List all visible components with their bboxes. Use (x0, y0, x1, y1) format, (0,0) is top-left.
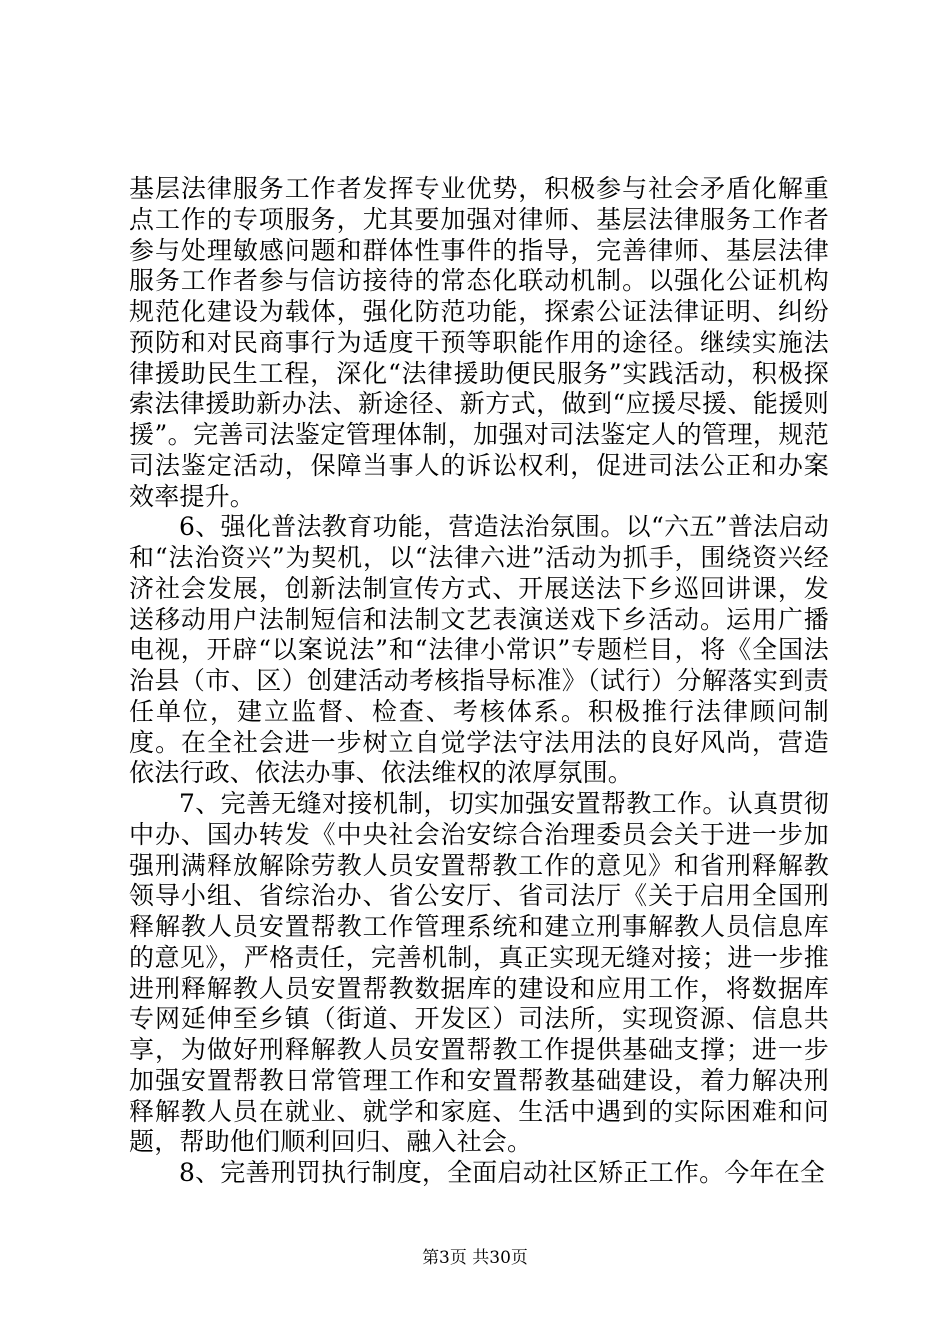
document-body (129, 174, 829, 1189)
page-footer: 第3页 共30页 (422, 1248, 528, 1268)
paragraph-section-8: 8、完善刑罚执行制度，全面启动社区矫正工作。今年在全 (179, 1158, 826, 1187)
paragraph-section-7: 7、完善无缝对接机制，切实加强安置帮教工作。认真贯彻中办、国办转发《中央社会治安综合治理委员会关于进一步加强刑满释放解除劳教人员安置帮教工作的意见》和省刑释解教领导小组、省综治办、省公安厅、省司法厅《关于启用全国刑释解教人员安置帮教工作管理系统和建立刑事解教人员信息库的意见》，严格责任，完善机制，真正实现无缝对接；进一步推进刑释解教人员安置帮教数据库的建设和应用工作，将数据库专网延伸至乡镇（街道、开发区）司法所，实现资源、信息共享，为做好刑释解教人员安置帮教工作提供基础支撑；进一步加强安置帮教日常管理工作和安置帮教基础建设，着力解决刑释解教人员在就业、就学和家庭、生活中遇到的实际困难和问题，帮助他们顺利回归、融入社会。 (129, 789, 829, 1157)
paragraph-section-6: 6、强化普法教育功能，营造法治氛围。以“六五”普法启动和“法治资兴”为契机，以“法律六进”活动为抓手，围绕资兴经济社会发展，创新法制宣传方式、开展送法下乡巡回讲课，发送移动用户法制短信和法制文艺表演送戏下乡活动。运用广播电视，开辟“以案说法”和“法律小常识”专题栏目，将《全国法治县（市、区）创建活动考核指导标准》（试行）分解落实到责任单位，建立监督、检查、考核体系。积极推行法律顾问制度。在全社会进一步树立自觉学法守法用法的良好风尚，营造依法行政、依法办事、依法维权的浓厚氛围。 (129, 512, 829, 788)
paragraph-continuation: 基层法律服务工作者发挥专业优势，积极参与社会矛盾化解重点工作的专项服务，尤其要加强对律师、基层法律服务工作者参与处理敏感问题和群体性事件的指导，完善律师、基层法律服务工作者参与信访接待的常态化联动机制。以强化公证机构规范化建设为载体，强化防范功能，探索公证法律证明、纠纷预防和对民商事行为适度干预等职能作用的途径。继续实施法律援助民生工程，深化“法律援助便民服务”实践活动，积极探索法律援助新办法、新途径、新方式，做到“应援尽援、能援则援”。完善司法鉴定管理体制，加强对司法鉴定人的管理，规范司法鉴定活动，保障当事人的诉讼权利，促进司法公正和办案效率提升。 (129, 174, 829, 511)
